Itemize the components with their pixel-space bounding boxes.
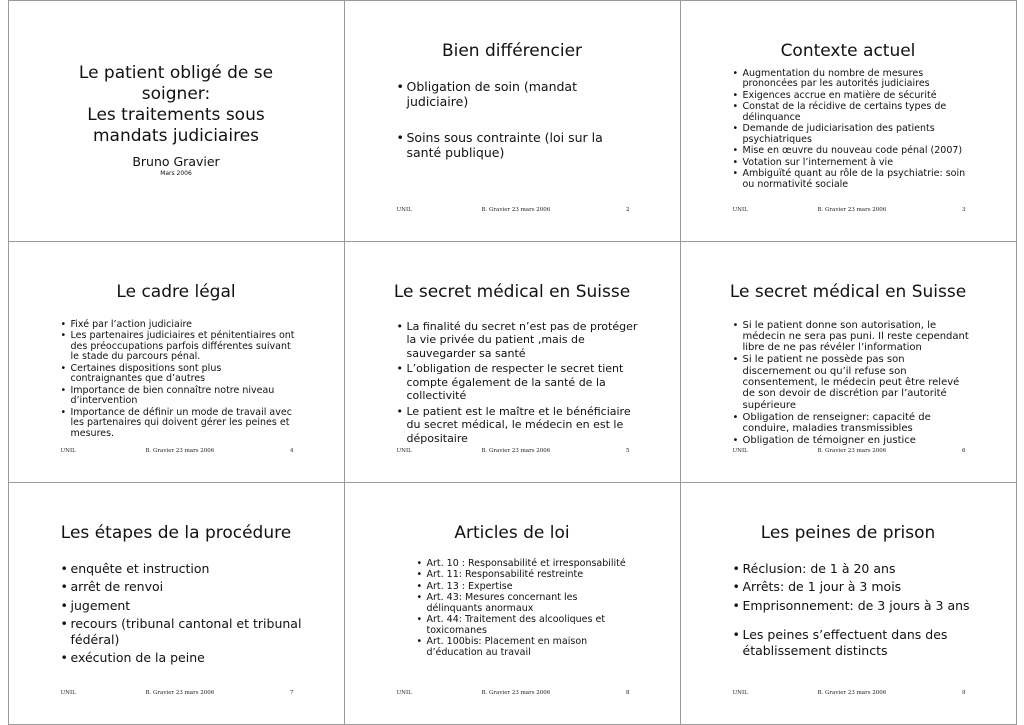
list-item-text: Art. 43: Mesures concernant les délinquants anormaux xyxy=(426,592,578,614)
list-item-text: Art. 44: Traitement des alcooliques et toxicomanes xyxy=(426,614,606,636)
list-item: • Art. 43: Mesures concernant les délinquants anormaux xyxy=(416,592,578,614)
list-item: • Art. 100bis: Placement en maison d’éducation au travail xyxy=(416,636,588,658)
footer-author-date: B. Gravier 23 mars 2006 xyxy=(817,447,887,454)
list-item-text: recours (tribunal cantonal et tribunal fédéral) xyxy=(70,616,302,647)
list-item: • Obligation de renseigner: capacité de conduire, maladies transmissibles xyxy=(732,411,931,435)
list-item: • Art. 13 : Expertise xyxy=(416,580,513,592)
bullet-list xyxy=(733,69,968,192)
list-item-text: exécution de la peine xyxy=(70,650,205,665)
footer-author-date: B. Gravier 23 mars 2006 xyxy=(145,447,215,454)
bullet-list xyxy=(733,320,970,448)
list-item-text: Emprisonnement: de 3 jours à 3 ans xyxy=(742,597,970,613)
list-item: • Constat de la récidive de certains types de délinquance xyxy=(732,101,947,123)
list-item-text: Mise en œuvre du nouveau code pénal (2007) xyxy=(742,145,963,156)
list-item-text: Si le patient ne possède pas son discernement ou qu’il refuse son consentement, le médecin peut être relevé de son devoir de discrétion par l’autorité supérieure xyxy=(742,354,960,411)
list-item-text: Importance de définir un mode de travail avec les partenaires qui doivent gérer les peines et mesures. xyxy=(70,406,292,439)
slide-1-cover[interactable] xyxy=(8,0,345,242)
footer-institution: UNIL xyxy=(732,206,748,213)
list-item: • La finalité du secret n’est pas de protéger la vie privée du patient ,mais de sauvegarder sa santé xyxy=(396,319,638,360)
bullet-list xyxy=(417,559,634,660)
cover-author: Bruno Gravier xyxy=(132,153,220,169)
slide-title: Les peines de prison xyxy=(760,522,936,543)
list-item-text: Obligation de soin (mandat judiciaire) xyxy=(406,78,577,109)
footer-institution: UNIL xyxy=(732,689,748,696)
slide-4[interactable] xyxy=(8,241,345,483)
slide-title: Le cadre légal xyxy=(116,281,236,302)
list-item-text: jugement xyxy=(70,597,131,613)
footer-author-date: B. Gravier 23 mars 2006 xyxy=(481,206,551,213)
list-item: • Le patient est le maître et le bénéficiaire du secret médical, le médecin en est le dépositaire xyxy=(396,404,631,445)
list-item-text: La finalité du secret n’est pas de protéger la vie privée du patient ,mais de sauvegarder sa santé xyxy=(406,319,638,360)
list-item-text: Soins sous contrainte (loi sur la santé publique) xyxy=(406,129,603,160)
footer-author-date: B. Gravier 23 mars 2006 xyxy=(145,689,215,696)
footer-author-date: B. Gravier 23 mars 2006 xyxy=(817,689,887,696)
list-item-text: L’obligation de respecter le secret tient compte également de la santé de la collectivité xyxy=(406,362,624,402)
list-item: • arrêt de renvoi xyxy=(60,579,164,594)
slide-footer xyxy=(397,690,630,700)
list-item-text: Importance de bien connaître notre niveau d’intervention xyxy=(70,384,275,406)
list-item: • Si le patient donne son autorisation, le médecin ne sera pas puni. Il reste cependant libre de ne pas révéler l’information xyxy=(732,319,969,354)
list-item: • L’obligation de respecter le secret tient compte également de la santé de la collectivité xyxy=(396,362,624,402)
cover-title-line: mandats judiciaires xyxy=(92,125,260,146)
list-item: • recours (tribunal cantonal et tribunal fédéral) xyxy=(60,616,302,647)
list-item-text: Art. 13 : Expertise xyxy=(426,580,513,592)
list-item: • Augmentation du nombre de mesures prononcées par les autorités judiciaires xyxy=(732,67,930,89)
cover-title-line: soigner: xyxy=(141,83,211,104)
list-item: • exécution de la peine xyxy=(60,650,205,665)
list-item-text: Arrêts: de 1 jour à 3 mois xyxy=(742,579,902,594)
footer-institution: UNIL xyxy=(396,447,412,454)
cover-title xyxy=(19,63,334,147)
list-item: • Art. 11: Responsabilité restreinte xyxy=(416,569,584,580)
list-item: • Votation sur l’internement à vie xyxy=(732,156,894,168)
list-item: • jugement xyxy=(60,597,131,613)
slide-footer xyxy=(733,448,966,458)
list-item-text: Constat de la récidive de certains types de délinquance xyxy=(742,101,947,123)
slide-7[interactable] xyxy=(8,482,345,725)
list-item-text: Les peines s’effectuent dans des établissement distincts xyxy=(742,627,948,658)
list-item-text: Réclusion: de 1 à 20 ans xyxy=(742,560,896,576)
slide-title: Articles de loi xyxy=(454,522,570,543)
list-item-text: Demande de judiciarisation des patients psychiatriques xyxy=(742,123,935,145)
footer-institution: UNIL xyxy=(732,447,748,454)
list-item: • Réclusion: de 1 à 20 ans xyxy=(732,560,896,576)
slide-footer xyxy=(733,207,966,217)
footer-institution: UNIL xyxy=(60,447,76,454)
slide-title: Le secret médical en Suisse xyxy=(729,281,967,302)
cover-title-line: Le patient obligé de se xyxy=(78,62,274,83)
list-item: • Art. 10 : Responsabilité et irresponsabilité xyxy=(416,557,626,569)
list-item-text: arrêt de renvoi xyxy=(70,579,164,594)
list-item-text: Exigences accrue en matière de sécurité xyxy=(742,89,937,101)
bullet-list xyxy=(61,320,296,441)
list-item: • enquête et instruction xyxy=(60,560,210,576)
slide-footer xyxy=(61,448,294,458)
bullet-list xyxy=(61,561,304,669)
slide-footer xyxy=(61,690,294,700)
list-item: • Art. 44: Traitement des alcooliques et toxicomanes xyxy=(416,614,606,636)
cover-title-line: Les traitements sous xyxy=(87,104,265,125)
list-item: • Obligation de soin (mandat judiciaire) xyxy=(396,78,577,109)
list-item: • Demande de judiciarisation des patients psychiatriques xyxy=(732,123,935,145)
cover-date: Mars 2006 xyxy=(160,169,192,177)
list-item-text: Obligation de témoigner en justice xyxy=(742,435,916,447)
list-item-text: enquête et instruction xyxy=(70,560,210,576)
handout-grid xyxy=(8,0,1016,724)
bullet-list xyxy=(733,561,986,662)
list-item: • Soins sous contrainte (loi sur la santé publique) xyxy=(396,129,603,160)
list-item: • Certaines dispositions sont plus contraignantes que d’autres xyxy=(60,362,222,384)
footer-institution: UNIL xyxy=(396,689,412,696)
page-number: 3 xyxy=(962,206,966,213)
slide-footer xyxy=(733,690,966,700)
list-item: • Obligation de témoigner en justice xyxy=(732,435,916,447)
list-item-text: Art. 11: Responsabilité restreinte xyxy=(426,569,584,580)
slide-footer xyxy=(397,448,630,458)
list-item-text: Votation sur l’internement à vie xyxy=(742,156,894,168)
list-item-text: Obligation de renseigner: capacité de conduire, maladies transmissibles xyxy=(742,411,931,435)
list-item-text: Ambiguïté quant au rôle de la psychiatrie: soin ou normativité sociale xyxy=(742,168,966,190)
list-item: • Emprisonnement: de 3 jours à 3 ans xyxy=(732,597,970,613)
slide-title: Bien différencier xyxy=(441,40,583,61)
list-item-text: Les partenaires judiciaires et pénitentiaires ont des préoccupations parfois différentes suivant le stade du parcours pénal. xyxy=(70,330,295,362)
slide-footer xyxy=(397,207,630,217)
page-number: 7 xyxy=(290,689,294,696)
bullet-list xyxy=(397,79,640,164)
page-number: 6 xyxy=(962,447,966,454)
page-number: 8 xyxy=(626,689,630,696)
list-item: • Les partenaires judiciaires et pénitentiaires ont des préoccupations parfois différentes suivant le stade du parcours pénal. xyxy=(60,330,295,362)
list-item-text: Fixé par l’action judiciaire xyxy=(70,318,193,330)
list-item: • Arrêts: de 1 jour à 3 mois xyxy=(732,579,902,594)
list-item: • Ambiguïté quant au rôle de la psychiatrie: soin ou normativité sociale xyxy=(732,168,966,190)
slide-8[interactable] xyxy=(344,482,681,725)
list-item-text: Certaines dispositions sont plus contraignantes que d’autres xyxy=(70,362,222,384)
list-item: • Les peines s’effectuent dans des établissement distincts xyxy=(732,627,948,658)
footer-author-date: B. Gravier 23 mars 2006 xyxy=(817,206,887,213)
page-number: 5 xyxy=(626,447,630,454)
slide-title: Le secret médical en Suisse xyxy=(393,281,631,302)
list-item: • Importance de définir un mode de travail avec les partenaires qui doivent gérer les peines et mesures. xyxy=(60,406,292,439)
footer-author-date: B. Gravier 23 mars 2006 xyxy=(481,689,551,696)
bullet-list xyxy=(397,320,640,448)
list-item-text: Augmentation du nombre de mesures prononcées par les autorités judiciaires xyxy=(742,67,930,89)
list-item: • Mise en œuvre du nouveau code pénal (2007) xyxy=(732,145,963,156)
list-item: • Importance de bien connaître notre niveau d’intervention xyxy=(60,384,275,406)
page-number: 9 xyxy=(962,689,966,696)
list-item-text: Art. 10 : Responsabilité et irresponsabilité xyxy=(426,557,626,569)
list-item-text: Le patient est le maître et le bénéficiaire du secret médical, le médecin en est le dépositaire xyxy=(406,404,631,445)
slide-6[interactable] xyxy=(680,241,1017,483)
slide-title: Contexte actuel xyxy=(780,40,916,61)
footer-author-date: B. Gravier 23 mars 2006 xyxy=(481,447,551,454)
page-number: 4 xyxy=(290,447,294,454)
list-item-text: Art. 100bis: Placement en maison d’éducation au travail xyxy=(426,636,588,658)
list-item-text: Si le patient donne son autorisation, le médecin ne sera pas puni. Il reste cependant libre de ne pas révéler l’information xyxy=(742,319,969,354)
slide-title: Les étapes de la procédure xyxy=(60,522,292,543)
list-item: • Fixé par l’action judiciaire xyxy=(60,318,193,330)
footer-institution: UNIL xyxy=(60,689,76,696)
page-number: 2 xyxy=(626,206,630,213)
list-item: • Exigences accrue en matière de sécurité xyxy=(732,89,937,101)
slide-3[interactable] xyxy=(680,0,1017,242)
slide-5[interactable] xyxy=(344,241,681,483)
footer-institution: UNIL xyxy=(396,206,412,213)
slide-9[interactable] xyxy=(680,482,1017,725)
list-item: • Si le patient ne possède pas son discernement ou qu’il refuse son consentement, le médecin peut être relevé de son devoir de discrétion par l’autorité supérieure xyxy=(732,354,960,411)
slide-2[interactable] xyxy=(344,0,681,242)
